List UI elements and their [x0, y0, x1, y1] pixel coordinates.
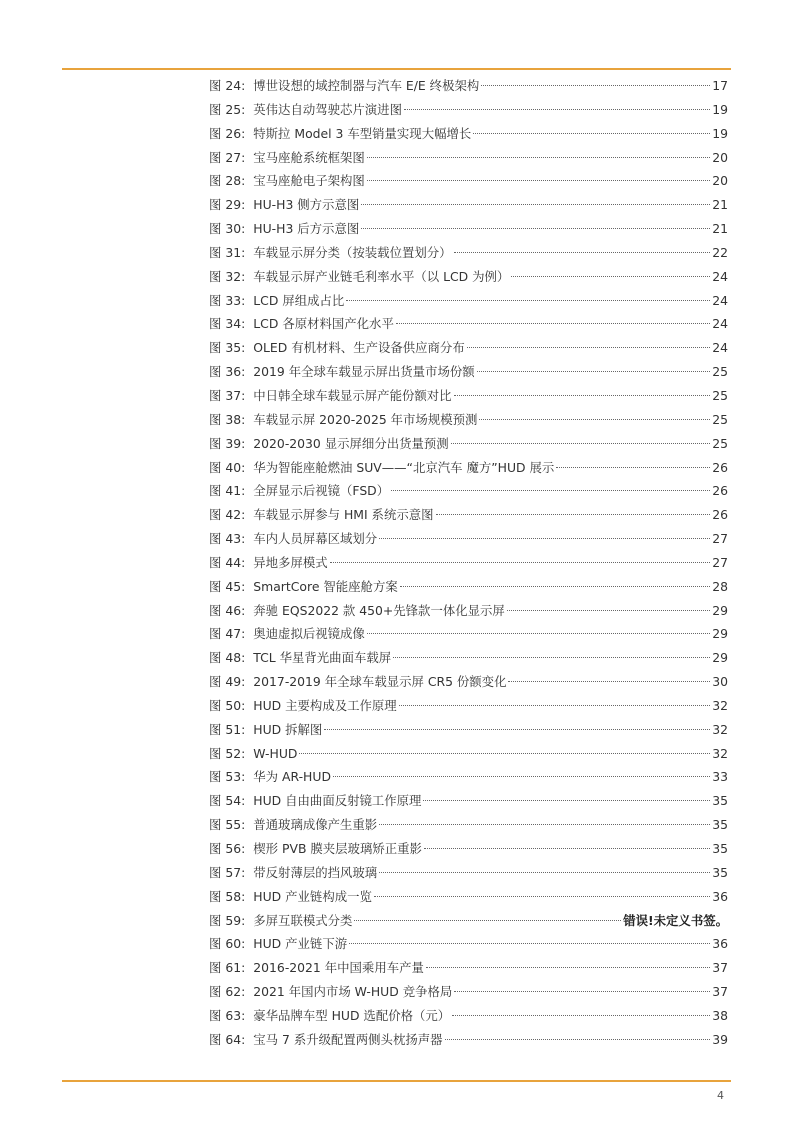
toc-entry[interactable]	[209, 217, 728, 241]
toc-entry[interactable]	[209, 479, 728, 503]
toc-dot-leader	[400, 586, 710, 587]
toc-entry-page: 28	[712, 578, 728, 594]
toc-entry-label: 图 49:	[209, 674, 246, 690]
toc-entry[interactable]	[209, 932, 728, 956]
toc-entry-title: HUD 主要构成及工作原理	[253, 697, 397, 713]
toc-entry-error: 错误!未定义书签。	[623, 912, 728, 928]
toc-dot-leader	[330, 562, 711, 563]
toc-entry-title: 2021 年国内市场 W-HUD 竞争格局	[253, 984, 453, 1000]
toc-entry[interactable]	[209, 74, 728, 98]
toc-entry-label: 图 47:	[209, 626, 246, 642]
toc-entry-label: 图 39:	[209, 435, 246, 451]
toc-entry-page: 21	[712, 221, 728, 237]
toc-dot-leader	[367, 157, 710, 158]
toc-entry-label: 图 31:	[209, 244, 246, 260]
toc-entry-title: 豪华品牌车型 HUD 选配价格（元）	[253, 1007, 451, 1023]
toc-entry-label: 图 52:	[209, 745, 246, 761]
toc-entry-title: 车载显示屏参与 HMI 系统示意图	[253, 507, 434, 523]
toc-entry-label: 图 64:	[209, 1031, 246, 1047]
toc-entry-page: 29	[712, 602, 728, 618]
toc-entry-page: 29	[712, 626, 728, 642]
toc-entry-page: 35	[712, 841, 728, 856]
toc-entry-title: 华为智能座舱燃油 SUV——“北京汽车 魔方”HUD 展示	[253, 459, 555, 475]
toc-entry-label: 图 32:	[209, 268, 246, 284]
toc-entry-page: 27	[712, 554, 728, 570]
toc-entry-label: 图 26:	[209, 125, 246, 141]
toc-entry-page: 35	[712, 864, 728, 880]
toc-dot-leader	[399, 705, 711, 706]
toc-entry-label: 图 25:	[209, 101, 246, 117]
toc-dot-leader	[354, 920, 621, 921]
toc-entry[interactable]	[209, 599, 728, 623]
toc-dot-leader	[404, 109, 710, 110]
toc-entry[interactable]	[209, 551, 728, 575]
toc-dot-leader	[436, 514, 711, 515]
toc-dot-leader	[556, 467, 710, 468]
toc-entry-title: 英伟达自动驾驶芯片演进图	[253, 101, 402, 117]
toc-entry-title: SmartCore 智能座舱方案	[253, 578, 398, 594]
toc-entry-page: 35	[712, 793, 728, 809]
toc-entry[interactable]	[209, 456, 728, 480]
toc-entry[interactable]	[209, 646, 728, 670]
toc-dot-leader	[454, 395, 711, 396]
toc-entry[interactable]	[209, 384, 728, 408]
toc-entry-title: HUD 拆解图	[253, 721, 323, 737]
toc-entry-page: 25	[712, 435, 728, 451]
toc-entry[interactable]	[209, 789, 728, 813]
toc-dot-leader	[473, 133, 710, 134]
toc-entry-title: LCD 屏组成占比	[253, 292, 345, 308]
toc-entry-title: 奔驰 EQS2022 款 450+先锋款一体化显示屏	[253, 602, 505, 618]
toc-entry[interactable]	[209, 312, 728, 336]
toc-entry-label: 图 38:	[209, 411, 246, 427]
toc-entry-title: 车载显示屏分类（按装载位置划分）	[253, 244, 452, 260]
toc-dot-leader	[324, 729, 710, 730]
toc-entry-title: 华为 AR-HUD	[253, 769, 331, 785]
toc-entry-title: 2020-2030 显示屏细分出货量预测	[253, 435, 449, 451]
toc-entry[interactable]	[209, 980, 728, 1004]
toc-dot-leader	[424, 848, 710, 849]
toc-entry-title: 多屏互联模式分类	[253, 912, 353, 928]
toc-entry-page: 32	[712, 697, 728, 713]
toc-dot-leader	[379, 824, 710, 825]
toc-entry-label: 图 42:	[209, 507, 246, 523]
toc-entry[interactable]	[209, 289, 728, 313]
toc-entry-label: 图 58:	[209, 888, 246, 904]
toc-dot-leader	[391, 490, 710, 491]
toc-dot-leader	[361, 204, 710, 205]
toc-dot-leader	[393, 657, 710, 658]
toc-entry-page: 35	[712, 817, 728, 833]
toc-entry-page: 25	[712, 364, 728, 380]
toc-entry-label: 图 28:	[209, 173, 246, 189]
footer-rule	[62, 1080, 731, 1082]
toc-entry-label: 图 55:	[209, 817, 246, 833]
toc-dot-leader	[361, 228, 710, 229]
toc-entry-label: 图 46:	[209, 602, 246, 618]
toc-entry[interactable]	[209, 360, 728, 384]
toc-dot-leader	[367, 633, 710, 634]
toc-dot-leader	[396, 323, 710, 324]
toc-entry-label: 图 48:	[209, 650, 246, 666]
toc-entry-page: 17	[712, 78, 728, 93]
toc-entry-label: 图 24:	[209, 78, 246, 93]
toc-dot-leader	[467, 347, 711, 348]
toc-entry-page: 36	[712, 888, 728, 904]
toc-entry[interactable]	[209, 885, 728, 909]
toc-entry[interactable]	[209, 265, 728, 289]
toc-entry-title: 特斯拉 Model 3 车型销量实现大幅增长	[253, 125, 472, 141]
toc-dot-leader	[379, 872, 710, 873]
toc-dot-leader	[349, 943, 710, 944]
toc-entry-label: 图 50:	[209, 697, 246, 713]
toc-entry-page: 20	[712, 149, 728, 165]
toc-entry-label: 图 63:	[209, 1007, 246, 1023]
toc-entry-label: 图 61:	[209, 960, 246, 976]
toc-entry-label: 图 54:	[209, 793, 246, 809]
toc-dot-leader	[445, 1039, 711, 1040]
toc-entry-page: 29	[712, 650, 728, 666]
toc-entry-label: 图 27:	[209, 149, 246, 165]
toc-entry-title: 车载显示屏产业链毛利率水平（以 LCD 为例）	[253, 268, 510, 284]
toc-dot-leader	[477, 371, 711, 372]
toc-entry-title: HU-H3 后方示意图	[253, 221, 360, 237]
toc-entry[interactable]	[209, 169, 728, 193]
toc-entry-label: 图 57:	[209, 864, 246, 880]
figure-table-of-contents	[209, 74, 728, 1052]
toc-entry[interactable]	[209, 432, 728, 456]
toc-entry-title: 中日韩全球车载显示屏产能份额对比	[253, 387, 452, 403]
toc-entry-page: 32	[712, 721, 728, 737]
toc-entry-title: 带反射薄层的挡风玻璃	[253, 864, 378, 880]
toc-entry[interactable]	[209, 670, 728, 694]
toc-entry[interactable]	[209, 956, 728, 980]
toc-dot-leader	[479, 419, 710, 420]
toc-dot-leader	[508, 681, 710, 682]
toc-entry-title: 2019 年全球车载显示屏出货量市场份额	[253, 364, 475, 380]
toc-entry-page: 19	[712, 101, 728, 117]
toc-entry[interactable]	[209, 146, 728, 170]
toc-entry[interactable]	[209, 527, 728, 551]
toc-entry[interactable]	[209, 193, 728, 217]
toc-entry-label: 图 30:	[209, 221, 246, 237]
toc-entry-label: 图 36:	[209, 364, 246, 380]
toc-entry-title: 2017-2019 年全球车载显示屏 CR5 份额变化	[253, 674, 507, 690]
toc-entry-page: 37	[712, 960, 728, 976]
toc-entry-page: 39	[712, 1031, 728, 1047]
toc-entry-label: 图 33:	[209, 292, 246, 308]
toc-entry-title: HU-H3 侧方示意图	[253, 197, 360, 213]
toc-entry-page: 26	[712, 507, 728, 523]
toc-entry-page: 20	[712, 173, 728, 189]
page-number: 4	[717, 1089, 724, 1102]
toc-entry[interactable]	[209, 813, 728, 837]
toc-dot-leader	[374, 896, 710, 897]
toc-entry-page: 24	[712, 340, 728, 356]
toc-entry[interactable]	[209, 122, 728, 146]
toc-entry-page: 38	[712, 1007, 728, 1023]
toc-dot-leader	[423, 800, 710, 801]
toc-dot-leader	[333, 776, 710, 777]
toc-dot-leader	[299, 753, 710, 754]
toc-entry-title: 2016-2021 年中国乘用车产量	[253, 960, 424, 976]
toc-entry-title: LCD 各原材料国产化水平	[253, 316, 394, 332]
toc-entry-page: 24	[712, 316, 728, 332]
toc-entry-label: 图 35:	[209, 340, 246, 356]
toc-dot-leader	[346, 300, 710, 301]
toc-entry[interactable]	[209, 694, 728, 718]
toc-entry-title: W-HUD	[253, 745, 298, 761]
toc-entry-page: 36	[712, 936, 728, 952]
toc-entry[interactable]	[209, 1028, 728, 1052]
toc-entry-page: 32	[712, 745, 728, 761]
toc-entry[interactable]	[209, 1004, 728, 1028]
toc-entry[interactable]	[209, 408, 728, 432]
toc-entry-label: 图 56:	[209, 841, 246, 856]
toc-entry-title: 普通玻璃成像产生重影	[253, 817, 378, 833]
toc-entry-page: 26	[712, 459, 728, 475]
toc-entry[interactable]	[209, 98, 728, 122]
toc-entry-label: 图 34:	[209, 316, 246, 332]
toc-entry[interactable]	[209, 622, 728, 646]
toc-entry[interactable]	[209, 241, 728, 265]
toc-entry-title: OLED 有机材料、生产设备供应商分布	[253, 340, 465, 356]
toc-entry-title: 全屏显示后视镜（FSD）	[253, 483, 390, 499]
toc-entry[interactable]	[209, 765, 728, 789]
toc-entry-label: 图 51:	[209, 721, 246, 737]
toc-entry-page: 25	[712, 387, 728, 403]
toc-entry-page: 21	[712, 197, 728, 213]
toc-entry-title: 奥迪虚拟后视镜成像	[253, 626, 365, 642]
toc-entry[interactable]	[209, 837, 728, 861]
toc-entry[interactable]	[209, 503, 728, 527]
toc-entry-title: 宝马 7 系升级配置两侧头枕扬声器	[253, 1031, 443, 1047]
toc-dot-leader	[426, 967, 710, 968]
toc-entry-page: 22	[712, 244, 728, 260]
toc-dot-leader	[367, 180, 710, 181]
toc-dot-leader	[507, 610, 710, 611]
toc-entry-title: 楔形 PVB 膜夹层玻璃矫正重影	[253, 841, 422, 856]
toc-entry-label: 图 45:	[209, 578, 246, 594]
toc-entry-title: 车内人员屏幕区域划分	[253, 531, 378, 547]
toc-entry-label: 图 60:	[209, 936, 246, 952]
toc-entry-label: 图 44:	[209, 554, 246, 570]
toc-entry-title: 异地多屏模式	[253, 554, 328, 570]
toc-entry-page: 25	[712, 411, 728, 427]
toc-entry-title: 博世设想的域控制器与汽车 E/E 终极架构	[253, 78, 480, 93]
header-rule	[62, 68, 731, 70]
toc-entry[interactable]	[209, 742, 728, 766]
toc-entry-title: HUD 产业链下游	[253, 936, 348, 952]
toc-entry-title: TCL 华星背光曲面车载屏	[253, 650, 392, 666]
toc-entry-label: 图 41:	[209, 483, 246, 499]
toc-entry-page: 24	[712, 292, 728, 308]
toc-entry-page: 19	[712, 125, 728, 141]
toc-entry[interactable]	[209, 575, 728, 599]
toc-entry-page: 26	[712, 483, 728, 499]
toc-entry-label: 图 43:	[209, 531, 246, 547]
toc-entry-label: 图 37:	[209, 387, 246, 403]
toc-entry-label: 图 53:	[209, 769, 246, 785]
toc-entry-title: 车载显示屏 2020-2025 年市场规模预测	[253, 411, 478, 427]
toc-dot-leader	[454, 252, 711, 253]
toc-entry-page: 27	[712, 531, 728, 547]
toc-dot-leader	[454, 991, 710, 992]
toc-entry-label: 图 62:	[209, 984, 246, 1000]
toc-entry-page: 24	[712, 268, 728, 284]
toc-dot-leader	[379, 538, 710, 539]
toc-dot-leader	[451, 443, 711, 444]
toc-entry-page: 37	[712, 984, 728, 1000]
toc-dot-leader	[511, 276, 710, 277]
toc-entry-label: 图 29:	[209, 197, 246, 213]
toc-entry-title: HUD 自由曲面反射镜工作原理	[253, 793, 422, 809]
toc-entry-page: 30	[712, 674, 728, 690]
toc-entry-label: 图 59:	[209, 912, 246, 928]
toc-entry-page: 33	[712, 769, 728, 785]
toc-entry-title: HUD 产业链构成一览	[253, 888, 372, 904]
toc-dot-leader	[481, 85, 710, 86]
toc-entry-label: 图 40:	[209, 459, 246, 475]
toc-entry[interactable]	[209, 336, 728, 360]
toc-entry[interactable]	[209, 861, 728, 885]
toc-entry-title: 宝马座舱电子架构图	[253, 173, 365, 189]
toc-entry[interactable]	[209, 909, 728, 933]
toc-entry-title: 宝马座舱系统框架图	[253, 149, 365, 165]
toc-dot-leader	[452, 1015, 710, 1016]
toc-entry[interactable]	[209, 718, 728, 742]
